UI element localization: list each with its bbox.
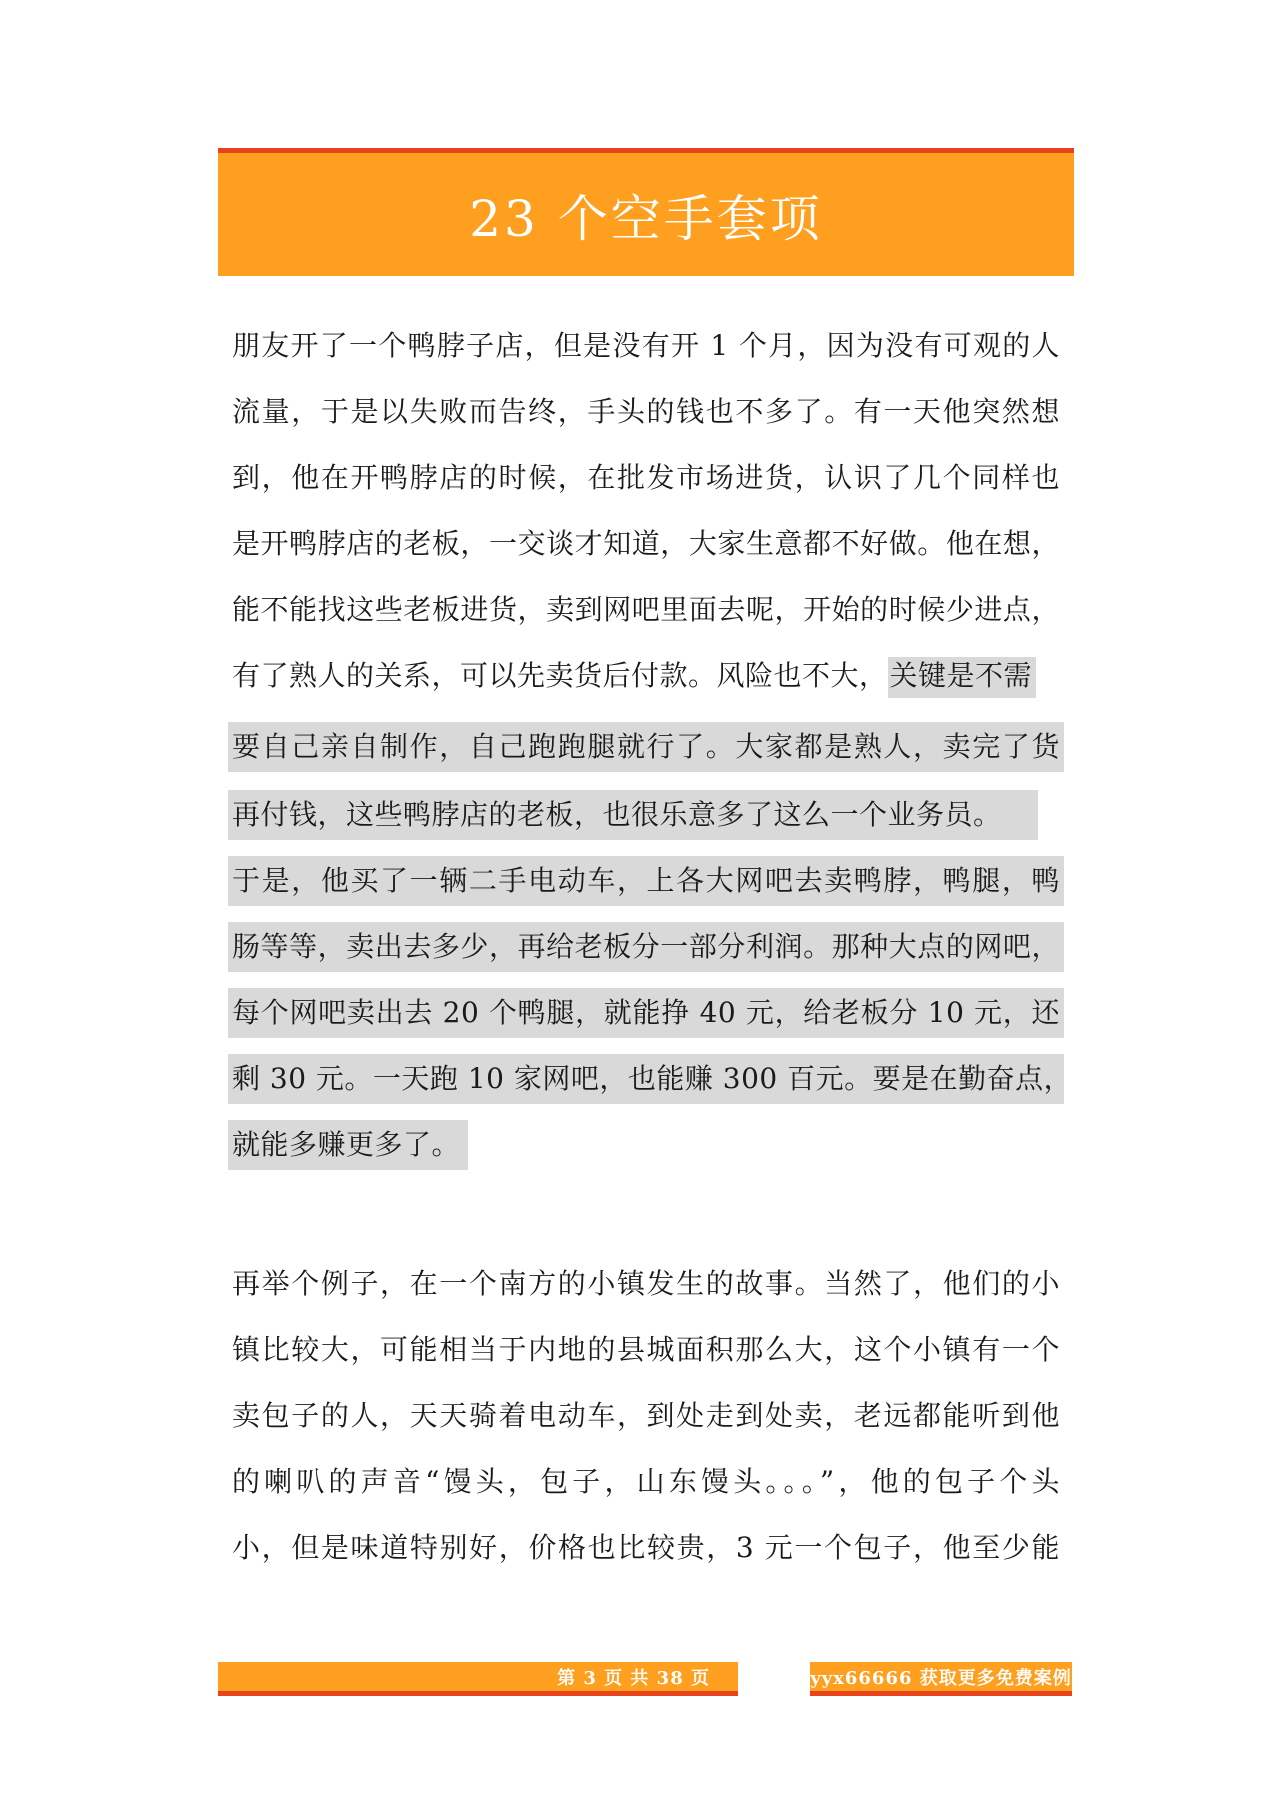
text-line: 小，但是味道特别好，价格也比较贵，3 元一个包子，他至少能 (232, 1531, 1060, 1564)
text-line: 朋友开了一个鸭脖子店，但是没有开 1 个月，因为没有可观的人 (232, 329, 1060, 362)
highlighted-line: 剩 30 元。一天跑 10 家网吧，也能赚 300 百元。要是在勤奋点， (228, 1054, 1064, 1104)
highlighted-line: 于是，他买了一辆二手电动车，上各大网吧去卖鸭脖，鸭腿，鸭 (228, 856, 1064, 906)
text-line: 是开鸭脖店的老板，一交谈才知道，大家生意都不好做。他在想， (232, 527, 1060, 560)
text-line: 卖包子的人，天天骑着电动车，到处走到处卖，老远都能听到他 (232, 1399, 1060, 1432)
highlighted-line: 要自己亲自制作，自己跑跑腿就行了。大家都是熟人，卖完了货 (228, 722, 1064, 772)
text-line: 再举个例子，在一个南方的小镇发生的故事。当然了，他们的小 (232, 1267, 1060, 1300)
promo-footer (810, 1662, 1072, 1696)
promo-text: yyx66666 获取更多免费案例 (810, 1667, 1072, 1689)
title-banner (218, 148, 1074, 276)
text-line: 镇比较大，可能相当于内地的县城面积那么大，这个小镇有一个 (232, 1333, 1060, 1366)
highlighted-line: 就能多赚更多了。 (228, 1120, 468, 1170)
text-line: 到，他在开鸭脖店的时候，在批发市场进货，认识了几个同样也 (232, 461, 1060, 494)
highlighted-line: 每个网吧卖出去 20 个鸭腿，就能挣 40 元，给老板分 10 元，还 (228, 988, 1064, 1038)
highlighted-line: 再付钱，这些鸭脖店的老板，也很乐意多了这么一个业务员。 (228, 790, 1038, 840)
highlighted-line: 肠等等，卖出去多少，再给老板分一部分利润。那种大点的网吧， (228, 922, 1064, 972)
text-line: 的喇叭的声音“馒头，包子，山东馒头。。。”，他的包子个头 (232, 1465, 1060, 1498)
page-number: 第 3 页 共 38 页 (557, 1667, 710, 1689)
text-line: 流量，于是以失败而告终，手头的钱也不多了。有一天他突然想 (232, 395, 1060, 428)
text-segment: 有了熟人的关系，可以先卖货后付款。风险也不大， (232, 659, 888, 692)
page-number-footer (218, 1662, 738, 1696)
text-line: 能不能找这些老板进货，卖到网吧里面去呢，开始的时候少进点， (232, 593, 1060, 626)
text-line-mixed (232, 656, 1060, 696)
page-title: 23 个空手套项 (469, 189, 823, 248)
highlighted-text: 关键是不需 (888, 657, 1037, 698)
